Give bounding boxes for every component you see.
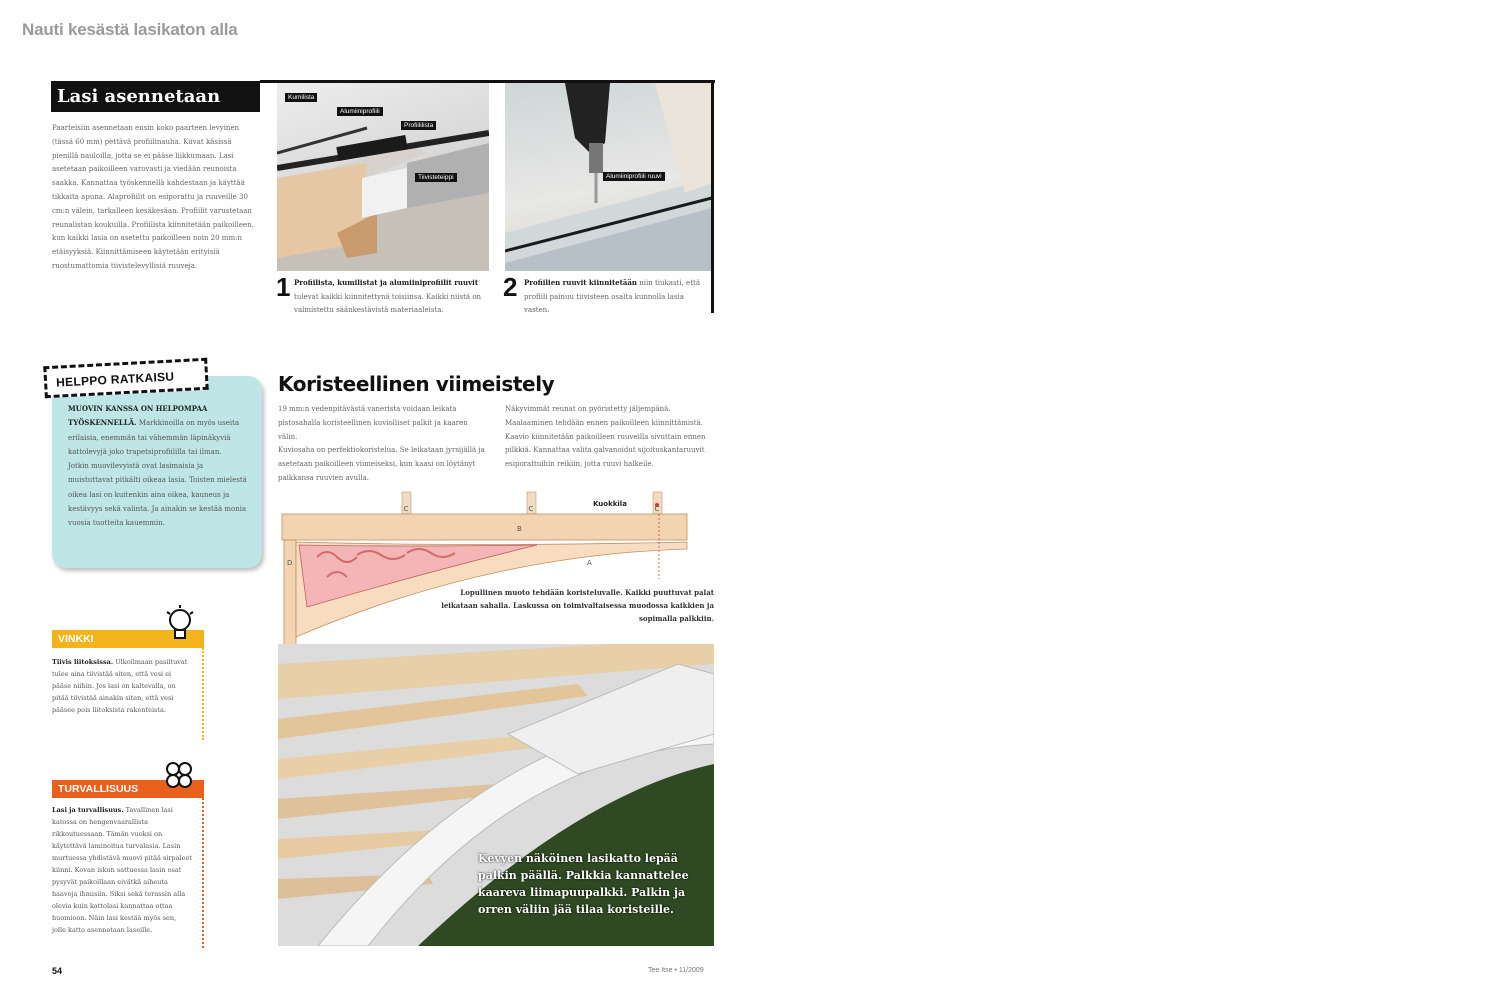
caption-1-bold: Profiilista, kumilistat ja alumiiniprofiilit ruuvit xyxy=(294,278,479,287)
lightbulb-icon xyxy=(164,604,196,644)
magazine-footer: Tee Itse • 11/2009 xyxy=(648,967,704,974)
koriste-col-2-text: Näkyvimmät reunat on pyöristetty jäljempänä. Maalaaminen tehdään ennen paikoilleen kiinnittämistä. Kaavio kiinnitetään paikoilleen ruuveilla sivuttain ennen pilkkiä. Kannattaa valita galvanoidut sijoituskantaruuvit esiporattuihin reikiin, jotta ruuvi halkeile. xyxy=(505,405,706,469)
diagram-label-b: B xyxy=(517,525,522,533)
koriste-title: Koristeellinen viimeistely xyxy=(278,372,555,396)
vertical-rule xyxy=(711,83,714,313)
tip-label: HELPPO RATKAISU xyxy=(43,358,208,399)
diagram-label-c3: C xyxy=(654,505,660,513)
diagram-label-koukku: Kuokkila xyxy=(593,500,627,508)
diagram-label-a: A xyxy=(587,559,592,567)
caption-1-text: tulevat kaikki kiinnitettynä toisiinsa. Kaikki niistä on valmistettu säänkestävistä materiaaleista. xyxy=(294,292,482,314)
tag-alumiiniprofiili: Alumiiniprofiili xyxy=(337,107,383,116)
section-title: Lasi asennetaan xyxy=(51,81,260,112)
vinkki-header: VINKKI xyxy=(52,630,204,648)
caption-number-2: 2 xyxy=(503,272,518,302)
safety-icon xyxy=(164,760,194,790)
section-body-text: Paarteisiin asennetaan ensin koko paarteen levyinen (tässä 60 mm) pettävä profiilinauha. Kuvat käsissä pienillä nauloilla, jotta se ei pääse liikkumaan. Lasi asetetaan paikoilleen varovasti ja viedään reunoista saakka. Kannattaa työskennellä kahdestaan ja käyttää tikkaita apuna. Alaprofiilit on esiporattu ja ruuveille 30 cm:n välein, tarkalleen kesäkesäan. Profiilit varustetaan reunalistan koukuilla. Profiilista kiinnitetään paikoilleen, kun kaikki lasia on asetettu paikoilleen noin 20 mm:n etäisyyksiä. Kiinnittämiseen käytetään erityisiä ruostumattomia tiivistelevyllisiä ruuveja. xyxy=(52,124,254,270)
diagram-label-c2: C xyxy=(528,505,534,513)
caption-2-text: niin tiukasti, että profiili painuu tiivisteen osalta kunnolla lasia vasten. xyxy=(524,279,700,314)
magazine-page-left xyxy=(0,0,720,1000)
koriste-col-2 xyxy=(505,403,713,472)
running-header: Nauti kesästä lasikaton alla xyxy=(22,20,238,39)
diagram-label-c1: C xyxy=(403,505,409,513)
turvallisuus-header: TURVALLISUUS xyxy=(52,780,204,798)
vinkki-text xyxy=(52,656,192,716)
turvallisuus-text xyxy=(52,804,192,936)
tag-kumilista: Kumilista xyxy=(285,93,317,102)
tag-profiililista: Profiililista xyxy=(401,121,436,130)
tag-tiivisteteippi: Tiivisteteippi xyxy=(415,173,457,182)
tip-text-2: Jotkin muovilevyistä ovat lasimaisia ja muistuttavat pitkälti oikeaa lasia. Toisten mielestä oikea lasi on kuitenkin aina oikea, kauneus ja kestävyys sekä valinta. Ja ainakin se kestää monia vuosia tuotteita kauemmin. xyxy=(68,462,247,528)
page-number: 54 xyxy=(52,966,63,976)
turvallisuus-bold: Lasi ja turvallisuus. xyxy=(52,806,124,814)
turvallisuus-dotted-rule xyxy=(202,798,204,948)
turvallisuus-body: Tavallinen lasi katossa on hengenvaarallista rikkoutuessaan. Tämän vuoksi on käytettävä laminoitua turvalasia. Lasin murtuessa yhdistävä muovi pitää sirpaleet kiinni. Kovan iskun sattuessa lasin osat pysyvät paikoillaan eivätkä aiheuta haavoja ihmisiin. Siksi sekä terassin alla olevia kuin kattolasi kannattaa ottaa huomioon. Näin lasi kestää myös sen, jolle katto asennetaan laseille. xyxy=(52,806,192,934)
photo-profile-illustration xyxy=(277,83,489,271)
tip-text-1: Markkinoilla on myös useita erilaisia, enemmän tai vähemmän läpinäkyviä kattolevyjä joko trapetsiprofiililla tai ilman. xyxy=(68,419,240,456)
caption-1 xyxy=(294,276,484,318)
koriste-col-1b-text: Kuviosaha on perfektiokoristelua. Se leikataan jyrsijällä ja asetetaan paikoilleen viimeiseksi, kun kaasi on löytänyt paikkansa ruuvien avulla. xyxy=(278,446,485,482)
diagram-caption: Lopullinen muoto tehdään koristeluvalle. Kaikki puuttuvat palat leikataan sahalla. Laskussa on toimivaltaisessa muodossa kaikkien ja sopimalla palkkiin. xyxy=(441,588,714,623)
koriste-col-1-text: 19 mm:n vedenpitävästä vanerista voidaan leikata pistosahalla koristeellinen kuviolliset palkit ja kaaren välin. xyxy=(278,405,468,441)
photo-screw-drill xyxy=(505,83,712,271)
vinkki-body: Ulkoilmaan pasiltuvat tulee aina tiivistää siten, että vesi ei pääse niihin. Jos lasi on kaltevalla, on pitää tiivistää ainakin siten, että vesi pääsee pois liitoksista rakenteista. xyxy=(52,658,188,714)
koriste-col-1 xyxy=(278,403,486,486)
caption-2 xyxy=(524,276,710,318)
section-body xyxy=(52,122,257,274)
caption-2-bold: Profiilien ruuvit kiinnitetään xyxy=(524,278,638,287)
diagram-label-d: D xyxy=(287,559,293,567)
tip-bold: MUOVIN KANSSA ON HELPOMPAA TYÖSKENNELLÄ. xyxy=(68,404,208,428)
photo-profile-assembly xyxy=(277,83,489,271)
vinkki-bold: Tiivis liitoksissa. xyxy=(52,658,114,666)
tag-alumiiniprofiili-ruuvi: Alumiiniprofiili ruuvi xyxy=(603,172,665,181)
vinkki-dotted-rule xyxy=(202,648,204,740)
tip-text xyxy=(68,402,250,531)
photo3-caption: Kevyen näköinen lasikatto lepää palkin päällä. Palkkia kannattelee kaareva liimapuupalkki. Palkin ja orren väliin jää tilaa koristeille. xyxy=(478,852,689,916)
caption-number-1: 1 xyxy=(276,272,291,302)
